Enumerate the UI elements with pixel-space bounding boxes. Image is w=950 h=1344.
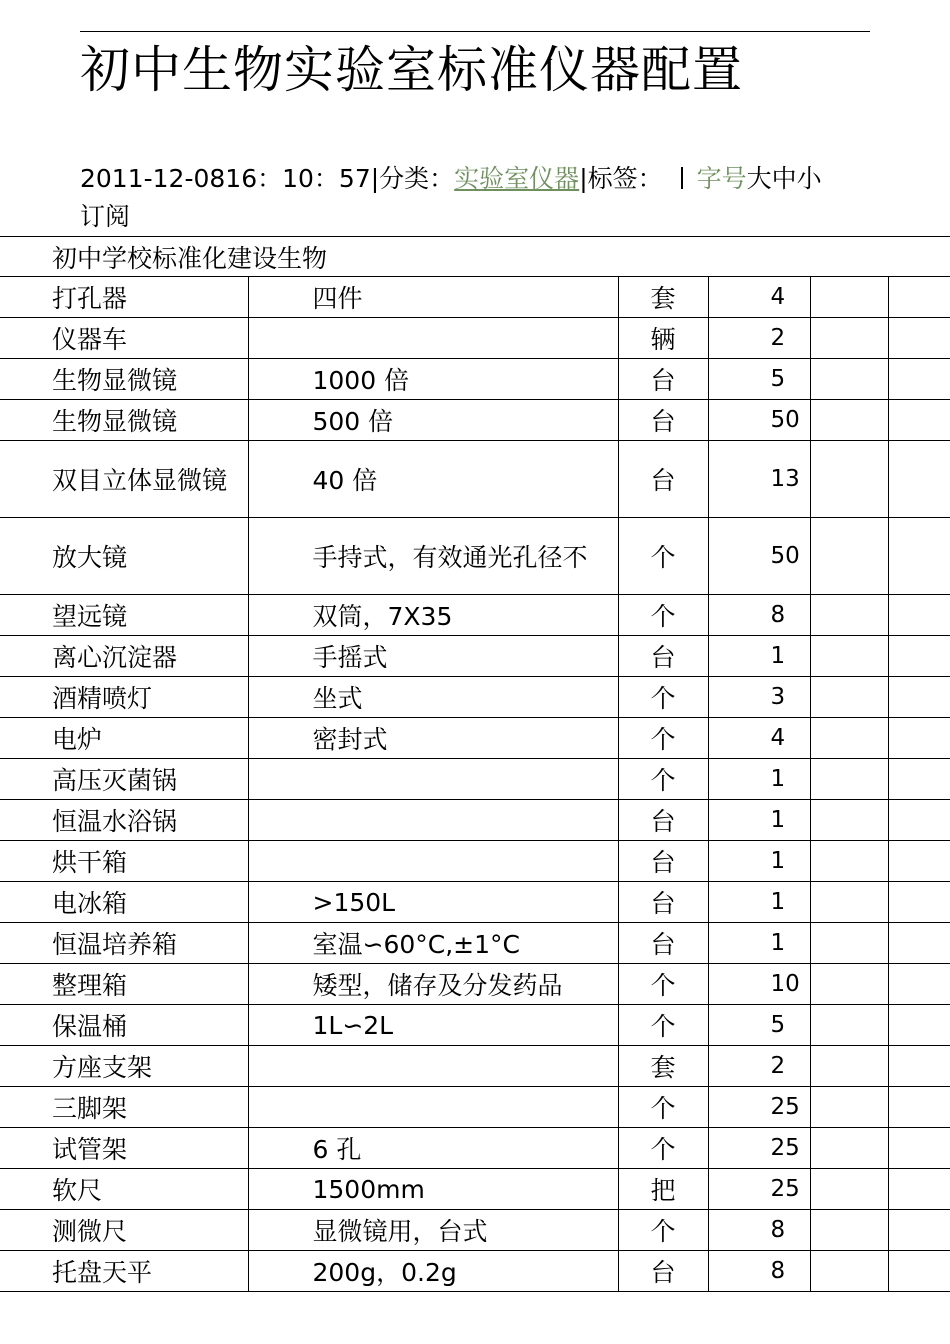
item-name: 托盘天平 xyxy=(0,1251,248,1292)
table-row xyxy=(0,441,950,518)
blank-cell xyxy=(888,1251,950,1292)
item-spec: 室温∽60°C,±1°C xyxy=(248,923,618,964)
item-qty: 8 xyxy=(708,1210,810,1251)
table-header-row xyxy=(0,237,950,277)
item-qty: 3 xyxy=(708,677,810,718)
table-row xyxy=(0,595,950,636)
item-spec xyxy=(248,800,618,841)
item-qty: 1 xyxy=(708,800,810,841)
item-unit: 台 xyxy=(618,841,708,882)
item-name: 生物显微镜 xyxy=(0,359,248,400)
blank-cell xyxy=(888,441,950,518)
item-qty: 1 xyxy=(708,923,810,964)
item-spec: >150L xyxy=(248,882,618,923)
blank-cell xyxy=(810,718,888,759)
item-name: 双目立体显微镜 xyxy=(0,441,248,518)
item-unit: 台 xyxy=(618,1251,708,1292)
item-qty: 1 xyxy=(708,759,810,800)
table-row xyxy=(0,759,950,800)
table-header: 初中学校标准化建设生物 xyxy=(0,237,950,277)
blank-cell xyxy=(810,1169,888,1210)
item-unit: 个 xyxy=(618,964,708,1005)
item-name: 恒温培养箱 xyxy=(0,923,248,964)
table-row xyxy=(0,1169,950,1210)
blank-cell xyxy=(810,595,888,636)
item-qty: 5 xyxy=(708,1005,810,1046)
blank-cell xyxy=(810,759,888,800)
blank-cell xyxy=(888,359,950,400)
item-qty: 1 xyxy=(708,882,810,923)
item-spec: 手持式，有效通光孔径不 xyxy=(248,518,618,595)
table-row xyxy=(0,359,950,400)
item-qty: 50 xyxy=(708,400,810,441)
item-qty: 8 xyxy=(708,595,810,636)
blank-cell xyxy=(810,359,888,400)
item-name: 烘干箱 xyxy=(0,841,248,882)
blank-cell xyxy=(888,1128,950,1169)
item-qty: 50 xyxy=(708,518,810,595)
blank-cell xyxy=(888,636,950,677)
item-spec: 手摇式 xyxy=(248,636,618,677)
blank-cell xyxy=(888,882,950,923)
table-row xyxy=(0,800,950,841)
table-row xyxy=(0,277,950,318)
item-unit: 个 xyxy=(618,1087,708,1128)
blank-cell xyxy=(810,1005,888,1046)
table-row xyxy=(0,636,950,677)
item-qty: 5 xyxy=(708,359,810,400)
blank-cell xyxy=(810,400,888,441)
item-unit: 个 xyxy=(618,677,708,718)
item-spec: 四件 xyxy=(248,277,618,318)
blank-cell xyxy=(888,1087,950,1128)
item-spec: 40 倍 xyxy=(248,441,618,518)
item-unit: 辆 xyxy=(618,318,708,359)
font-size-label: 字号 xyxy=(696,164,747,193)
item-spec xyxy=(248,759,618,800)
table-row xyxy=(0,882,950,923)
item-name: 电冰箱 xyxy=(0,882,248,923)
item-spec: 双筒，7X35 xyxy=(248,595,618,636)
item-unit: 台 xyxy=(618,882,708,923)
item-spec xyxy=(248,841,618,882)
item-spec: 1500mm xyxy=(248,1169,618,1210)
item-spec: 200g，0.2g xyxy=(248,1251,618,1292)
table-row xyxy=(0,923,950,964)
item-spec xyxy=(248,1087,618,1128)
item-name: 保温桶 xyxy=(0,1005,248,1046)
font-size-options[interactable]: 大中小 xyxy=(746,164,822,193)
item-qty: 13 xyxy=(708,441,810,518)
blank-cell xyxy=(810,964,888,1005)
article-meta xyxy=(80,160,880,236)
blank-cell xyxy=(810,882,888,923)
table-row xyxy=(0,1210,950,1251)
item-unit: 台 xyxy=(618,636,708,677)
blank-cell xyxy=(810,1210,888,1251)
table-row xyxy=(0,1128,950,1169)
table-row xyxy=(0,1087,950,1128)
blank-cell xyxy=(888,400,950,441)
item-spec xyxy=(248,318,618,359)
post-date: 2011-12-0816：10：57 xyxy=(80,164,371,193)
item-name: 高压灭菌锅 xyxy=(0,759,248,800)
item-qty: 1 xyxy=(708,636,810,677)
item-unit: 台 xyxy=(618,923,708,964)
blank-cell xyxy=(810,1087,888,1128)
table-row xyxy=(0,718,950,759)
blank-cell xyxy=(888,964,950,1005)
blank-cell xyxy=(888,595,950,636)
item-qty: 10 xyxy=(708,964,810,1005)
item-qty: 8 xyxy=(708,1251,810,1292)
item-spec: 密封式 xyxy=(248,718,618,759)
item-qty: 4 xyxy=(708,277,810,318)
item-unit: 把 xyxy=(618,1169,708,1210)
item-name: 电炉 xyxy=(0,718,248,759)
blank-cell xyxy=(888,923,950,964)
item-name: 测微尺 xyxy=(0,1210,248,1251)
item-unit: 个 xyxy=(618,1005,708,1046)
item-name: 生物显微镜 xyxy=(0,400,248,441)
item-qty: 25 xyxy=(708,1128,810,1169)
blank-cell xyxy=(888,277,950,318)
item-unit: 个 xyxy=(618,595,708,636)
page-title: 初中生物实验室标准仪器配置 xyxy=(80,41,743,99)
item-spec: 1000 倍 xyxy=(248,359,618,400)
item-qty: 1 xyxy=(708,841,810,882)
equipment-table xyxy=(0,236,950,1292)
item-unit: 台 xyxy=(618,400,708,441)
blank-cell xyxy=(888,1046,950,1087)
table-row xyxy=(0,518,950,595)
blank-cell xyxy=(888,1005,950,1046)
item-unit: 台 xyxy=(618,441,708,518)
item-name: 整理箱 xyxy=(0,964,248,1005)
item-name: 三脚架 xyxy=(0,1087,248,1128)
item-name: 仪器车 xyxy=(0,318,248,359)
item-name: 试管架 xyxy=(0,1128,248,1169)
item-spec: 矮型，储存及分发药品 xyxy=(248,964,618,1005)
tags-label: |标签： xyxy=(579,164,663,193)
table-row xyxy=(0,1251,950,1292)
table-row xyxy=(0,677,950,718)
item-unit: 套 xyxy=(618,277,708,318)
item-name: 打孔器 xyxy=(0,277,248,318)
blank-cell xyxy=(810,277,888,318)
blank-cell xyxy=(810,800,888,841)
blank-cell xyxy=(810,441,888,518)
top-rule xyxy=(80,31,870,32)
table-row xyxy=(0,964,950,1005)
item-qty: 4 xyxy=(708,718,810,759)
table-row xyxy=(0,1046,950,1087)
item-qty: 2 xyxy=(708,318,810,359)
blank-cell xyxy=(810,1251,888,1292)
item-spec: 坐式 xyxy=(248,677,618,718)
item-name: 望远镜 xyxy=(0,595,248,636)
item-unit: 套 xyxy=(618,1046,708,1087)
blank-cell xyxy=(888,1210,950,1251)
table-row xyxy=(0,400,950,441)
table-row xyxy=(0,318,950,359)
blank-cell xyxy=(888,800,950,841)
item-spec: 显微镜用，台式 xyxy=(248,1210,618,1251)
item-name: 恒温水浴锅 xyxy=(0,800,248,841)
item-spec: 6 孔 xyxy=(248,1128,618,1169)
category-label: |分类： xyxy=(370,164,455,193)
item-unit: 台 xyxy=(618,800,708,841)
blank-cell xyxy=(810,636,888,677)
item-name: 离心沉淀器 xyxy=(0,636,248,677)
subscribe-link[interactable]: 订阅 xyxy=(80,202,131,231)
item-spec: 1L∽2L xyxy=(248,1005,618,1046)
item-unit: 台 xyxy=(618,359,708,400)
category-link[interactable]: 实验室仪器 xyxy=(454,164,580,193)
blank-cell xyxy=(810,923,888,964)
item-qty: 25 xyxy=(708,1087,810,1128)
item-unit: 个 xyxy=(618,759,708,800)
item-qty: 25 xyxy=(708,1169,810,1210)
item-unit: 个 xyxy=(618,1128,708,1169)
item-name: 方座支架 xyxy=(0,1046,248,1087)
item-unit: 个 xyxy=(618,1210,708,1251)
item-unit: 个 xyxy=(618,718,708,759)
blank-cell xyxy=(810,1128,888,1169)
blank-cell xyxy=(810,518,888,595)
blank-cell xyxy=(810,841,888,882)
blank-cell xyxy=(888,677,950,718)
separator xyxy=(681,167,683,189)
item-spec xyxy=(248,1046,618,1087)
blank-cell xyxy=(888,841,950,882)
blank-cell xyxy=(810,1046,888,1087)
blank-cell xyxy=(888,759,950,800)
blank-cell xyxy=(888,718,950,759)
table-row xyxy=(0,1005,950,1046)
blank-cell xyxy=(888,518,950,595)
blank-cell xyxy=(888,1169,950,1210)
item-qty: 2 xyxy=(708,1046,810,1087)
blank-cell xyxy=(810,677,888,718)
item-name: 酒精喷灯 xyxy=(0,677,248,718)
table-row xyxy=(0,841,950,882)
item-spec: 500 倍 xyxy=(248,400,618,441)
blank-cell xyxy=(810,318,888,359)
item-unit: 个 xyxy=(618,518,708,595)
item-name: 软尺 xyxy=(0,1169,248,1210)
blank-cell xyxy=(888,318,950,359)
item-name: 放大镜 xyxy=(0,518,248,595)
